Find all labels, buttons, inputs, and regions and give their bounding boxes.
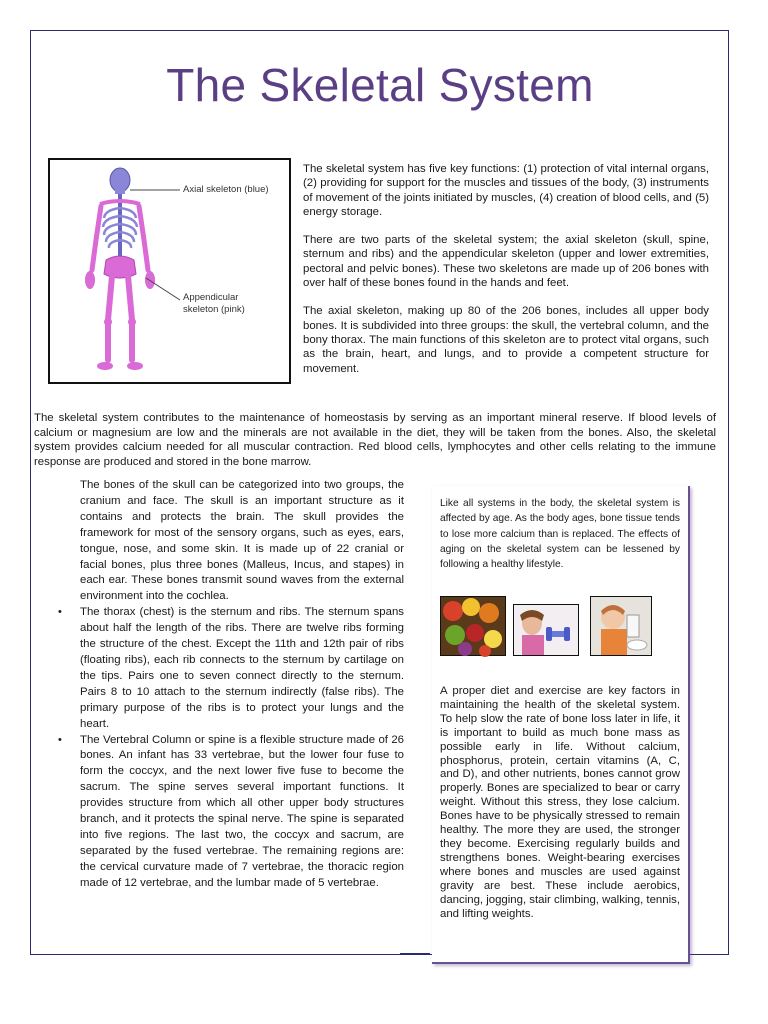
functions-paragraph: The skeletal system has five key functions: (1) protection of vital internal organs, (2) providing for support for the muscles and tissues of the body, (3) instruments of movement of the joints initiated by muscles, (4) creation of blood cells, and (5) energy storage. bbox=[303, 163, 709, 218]
appendicular-skeleton-label-line2: skeleton (pink) bbox=[183, 304, 245, 315]
bone-groups-list bbox=[34, 605, 404, 891]
aging-paragraph: Like all systems in the body, the skeletal system is affected by age. As the body ages, bone tissue tends to lose more calcium than is replaced. The effects of aging on the skeletal system can be lessened by following a healthy lifestyle. bbox=[440, 498, 680, 571]
child-milk-photo bbox=[590, 596, 652, 656]
fruit-photo bbox=[440, 596, 506, 656]
page-title: The Skeletal System bbox=[166, 59, 594, 111]
bottom-border-segment bbox=[400, 953, 430, 954]
bullet-marker: • bbox=[58, 733, 62, 746]
list-item bbox=[34, 605, 404, 732]
intro-text bbox=[303, 162, 709, 390]
left-column bbox=[34, 479, 404, 952]
homeostasis-paragraph: The skeletal system contributes to the maintenance of homeostasis by serving as an important mineral reserve. If blood levels of calcium or magnesium are low and the minerals are not available in the diet, they will be taken from the bones. Also, the skeletal system provides calcium needed for all muscular contraction. Red blood cells, lymphocytes and other cells relating to the immune response are produced and stored in the bone marrow. bbox=[34, 412, 716, 468]
two-parts-paragraph: There are two parts of the skeletal system; the axial skeleton (skull, spine, sternum and ribs) and the appendicular skeleton (upper and lower extremities, pectoral and pelvic bones). These two skeletons are made up of 206 bones with over half of these bones found in the hands and feet. bbox=[303, 234, 709, 290]
skeleton-figure bbox=[48, 158, 291, 384]
bullet-marker: • bbox=[58, 606, 62, 619]
thorax-text: The thorax (chest) is the sternum and ribs. The sternum spans about half the length of the ribs. There are twelve ribs forming the structure of the chest. Except the 11th and 12th pair of ribs (floating ribs), each rib connects to the sternum by cartilage on the tips. Pairs one to seven connect directly to the sternum. Pairs 8 to 10 attach to the sternum indirectly (false ribs). The primary purpose of the ribs is to protect your lungs and the heart. bbox=[80, 606, 404, 730]
diet-exercise-paragraph: A proper diet and exercise are key factors in maintaining the health of the skeletal system. To help slow the rate of bone loss later in life, it is important to build as much bone mass as possible early in life. Without calcium, phosphorus, protein, certain vitamins (A, C, and D), and other nutrients, bones cannot grow properly. Bones are specialized to bear or carry weight. Without this stress, they lose calcium. Bones have to be physically stressed to remain healthy. The more they are used, the stronger they become. Exercising regularly builds and strengthens bones. Weight-bearing exercises where bones and muscles are used against gravity are best. These include aerobics, dancing, jogging, stair climbing, walking, tennis, and lifting weights. bbox=[440, 685, 680, 920]
skull-paragraph: The bones of the skull can be categorized into two groups, the cranium and face. The skull is an important structure as it contains and protects the brain. The skull provides the framework for most of the sensory organs, such as eyes, ears, tongue, nose, and some skin. It is made up of 22 cranial or facial bones, plus three bones (Malleus, Incus, and stapes) in each ear. These bones transmit sound waves from the external environment into the cochlea. bbox=[80, 479, 404, 603]
list-item bbox=[34, 733, 404, 892]
axial-skeleton-label: Axial skeleton (blue) bbox=[183, 184, 269, 195]
axial-skeleton-paragraph: The axial skeleton, making up 80 of the 206 bones, includes all upper body bones. It is subdivided into three groups: the skull, the vertebral column, and the bony thorax. The main functions of this skeleton are to protect vital organs, such as the brain, heart, and lungs, and to provide a competent structure for movement. bbox=[303, 305, 709, 375]
appendicular-skeleton-label-line1: Appendicular bbox=[183, 292, 239, 303]
exercise-photo bbox=[513, 604, 579, 656]
vertebral-column-text: The Vertebral Column or spine is a flexible structure made of 26 bones. An infant has 33 vertebrae, but the lower four fuse to form the coccyx, and the next lower five fuse to become the sacrum. The spine serves several important functions. It provides structure from which all other upper body structures branch, and it protects the spinal nerve. The spine is separated into five regions. The last two, the coccyx and sacrum, are separated by the fused vertebrae. The remaining regions are: the cervical curvature made of 7 vertebrae, the thoracic region made of 12 vertebrae, and the lumbar made of 5 vertebrae. bbox=[80, 733, 404, 889]
sidebar-box bbox=[432, 486, 690, 964]
